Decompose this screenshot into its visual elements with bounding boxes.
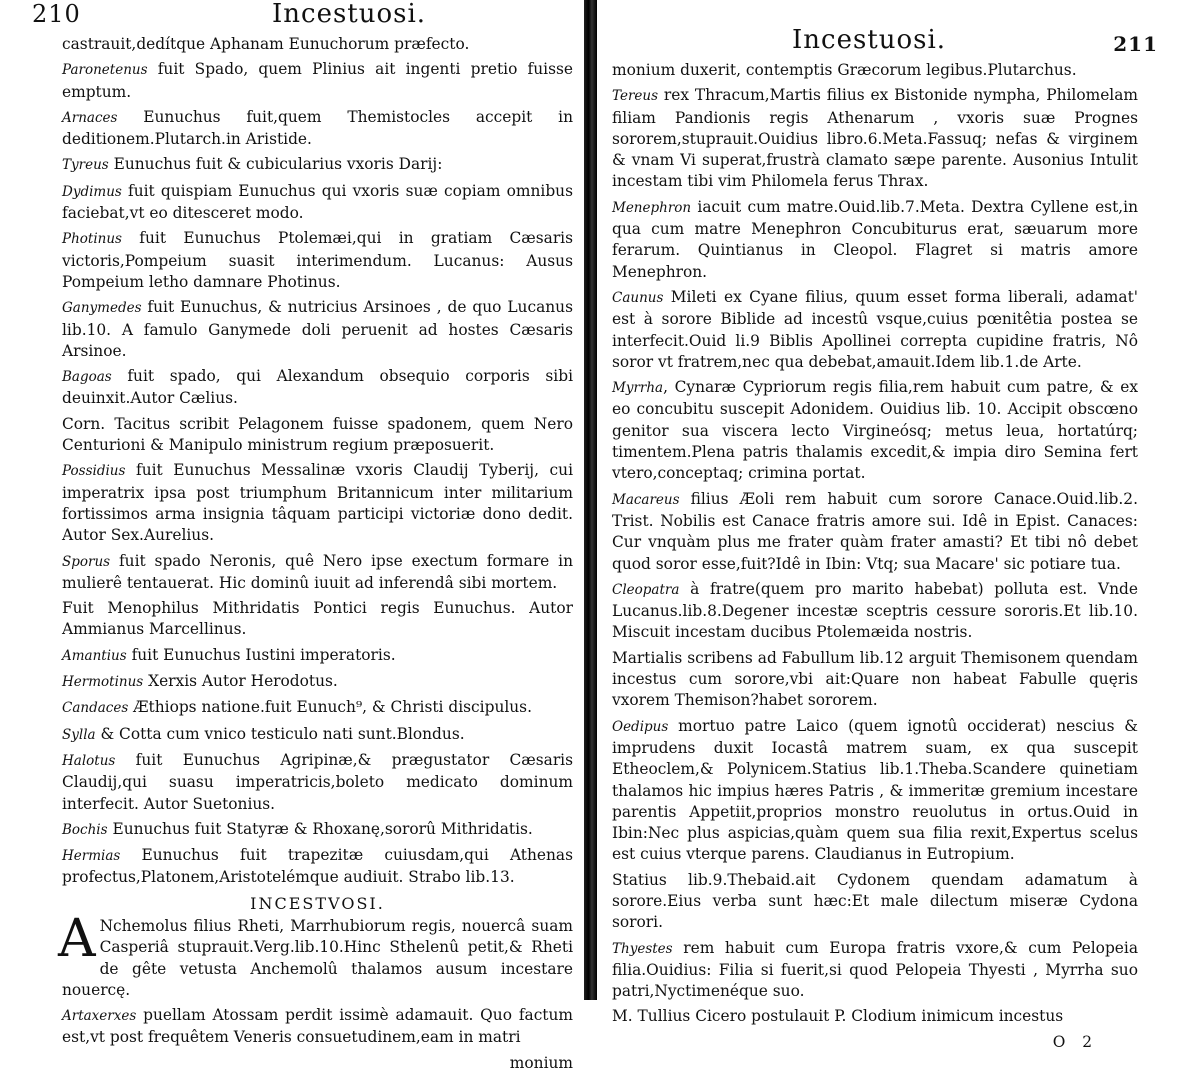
entry — [612, 1006, 1138, 1027]
entry-text: Eunuchus fuit Statyræ & Rhoxanę,sororû Mithridatis. — [107, 819, 533, 838]
entry — [62, 154, 573, 176]
entry — [612, 938, 1138, 1003]
catchword: monium — [509, 1053, 573, 1072]
entry-name: Hermias — [62, 848, 121, 865]
last-entry — [62, 1005, 573, 1049]
entry — [612, 648, 1138, 712]
entry — [62, 697, 573, 719]
book-gutter — [584, 0, 597, 1000]
entry-name: Sporus — [62, 553, 111, 570]
entry-name: Artaxerxes — [62, 1008, 137, 1025]
left-running-title: Incestuosi. — [272, 0, 427, 29]
entry-name: Paronetenus — [62, 62, 148, 79]
entry-name: Photinus — [62, 231, 122, 248]
left-running-head — [32, 0, 573, 34]
entry-text: rem habuit cum Europa fratris vxore,& cum Pelopeia filia.Ouidius: Filia si fuerit,si quod Pelopeia Thyesti , Myrrha suo patri,Nyctimenéque suo. — [612, 938, 1138, 1001]
entry-text: fuit Eunuchus Messalinæ vxoris Claudij Tyberij, cui imperatrix ipsa post triumphum Britannicum inter militarium fortissimos arma insignia tâquam participi victoriæ dono dedit. Autor Sex.Aurelius. — [62, 461, 573, 545]
entry-text: Æthiops natione.fuit Eunuch⁹, & Christi discipulus. — [128, 698, 532, 717]
entry — [612, 489, 1138, 575]
entry — [612, 85, 1138, 192]
signature-mark: O 2 — [1052, 1032, 1098, 1051]
entry — [62, 107, 573, 151]
entry-name: Bochis — [62, 821, 108, 838]
entry — [612, 60, 1138, 81]
entry — [612, 287, 1138, 373]
entry-text: M. Tullius Cicero postulauit P. Clodium inimicum incestus — [612, 1007, 1064, 1026]
entry-text: , Cynaræ Cypriorum regis filia,rem habuit cum patre, & ex eo concubitu suscepit Adonidem. Ouidius lib. 10. Accipit obscœno genitor sua viscera lecto Virgineósq; metus leua, hortatúrq; timentem.Plena patris thalamis excedit,& impia diro Semina fert vtero,conceptaq; crimina portat. — [612, 378, 1138, 483]
entry — [62, 59, 573, 103]
entry-text: fuit spado Neronis, quê Nero ipse exectum formare in mulierê tentauerat. Hic dominû iuuit ad inferendâ sibi mortem. — [62, 551, 573, 592]
entry — [62, 598, 573, 641]
entry-text: Statius lib.9.Thebaid.ait Cydonem quendam adamatum à sorore.Eius verba sunt hæc:Et male dilectum miseræ Cydona sorori. — [612, 870, 1138, 932]
right-running-head — [612, 0, 1158, 60]
entry — [612, 716, 1138, 866]
entry — [62, 181, 573, 225]
left-page — [0, 0, 583, 1072]
entry-text: Eunuchus fuit & cubicularius vxoris Darij: — [108, 155, 443, 174]
entry-name: Hermotinus — [62, 674, 144, 691]
entry-name: Sylla — [62, 726, 96, 743]
entry-text: fuit Eunuchus Agripinæ,& prægustator Cæsaris Claudij,qui suasu imperatricis,boleto medicato dominum interfecit. Autor Suetonius. — [62, 750, 573, 813]
entry — [62, 297, 573, 362]
entry-text: & Cotta cum vnico testiculo nati sunt.Blondus. — [95, 724, 465, 743]
entry-text: Eunuchus fuit,quem Themistocles accepit in deditionem.Plutarch.in Aristide. — [62, 107, 573, 149]
entry-name: Tereus — [612, 88, 659, 105]
entry — [62, 819, 573, 841]
entry-name: Macareus — [612, 491, 680, 508]
entry — [612, 579, 1138, 644]
entry-text: fuit Spado, quem Plinius ait ingenti pretio fuisse emptum. — [62, 60, 573, 101]
entry — [62, 845, 573, 889]
entry-text: Corn. Tacitus scribit Pelagonem fuisse spadonem, quem Nero Centurioni & Manipulo ministrum regium præposuerit. — [62, 414, 573, 455]
dropcap-entry — [58, 908, 573, 1001]
entry-text: rex Thracum,Martis filius ex Bistonide nympha, Philomelam filiam Pandionis regis Athenarum , vxoris suæ Prognes sororem,stuprauit.Ouidius libro.6.Meta.Fassuq; nefas & virginem & vnam Vi superat,frustrà clamato sæpe parente. Ausonius Intulit incestam tibi vim Philomela ferus Thrax. — [612, 86, 1138, 191]
entry-text: monium duxerit, contemptis Græcorum legibus.Plutarchus. — [612, 61, 1077, 79]
entry — [62, 228, 573, 293]
entry — [62, 414, 573, 457]
dropcap-letter: A — [58, 908, 96, 969]
entry-text: Martialis scribens ad Fabullum lib.12 arguit Themisonem quendam incestus cum sorore,vbi ait:Quare non habeat Fabulle quęris vxorem Themison?habet sororem. — [612, 648, 1138, 710]
left-entries — [62, 34, 573, 889]
left-page-number: 210 — [32, 0, 81, 28]
entry-name: Dydimus — [62, 183, 122, 200]
entry-text: fuit Eunuchus, & nutricius Arsinoes , de quo Lucanus lib.10. A famulo Ganymede doli peruenit ad hostes Cæsaris Arsinoe. — [62, 298, 573, 360]
entry-text: filius Æoli rem habuit cum sorore Canace.Ouid.lib.2. Trist. Nobilis est Canace fratris amore sui. Idê in Epist. Canaces: Cur vnquàm plus me frater quàm frater amasti? Et tibi nô debet quod soror esse,fuit?Idê in Ibin: Vtq; sua Macare' sic potiare tua. — [612, 489, 1138, 573]
entry-name: Caunus — [612, 289, 664, 306]
entry-text: fuit spado, qui Alexandum obsequio corporis sibi deuinxit.Autor Cælius. — [62, 367, 573, 408]
entry-text: fuit quispiam Eunuchus qui vxoris suæ copiam omnibus faciebat,vt eo ditesceret modo. — [62, 181, 573, 223]
entry-text: à fratre(quem pro marito habebat) polluta est. Vnde Lucanus.lib.8.Degener incestæ sceptris cessure sororis.Et lib.10. Miscuit incestam ducibus Ptolemæida nostris. — [612, 579, 1138, 642]
entry — [62, 34, 573, 55]
entry-name: Oedipus — [612, 718, 669, 735]
entry-name: Cleopatra — [612, 581, 680, 598]
entry-name: Bagoas — [62, 369, 112, 386]
entry-text: fuit Eunuchus Iustini imperatoris. — [126, 645, 396, 664]
entry-text: mortuo patre Laico (quem ignotû occiderat) nescius & imprudens duxit Iocastâ matrem suam, ex qua suscepit Etheoclem,& Polynicem.Statius lib.1.Theba.Scandere quinetiam thalamos hic impius hæres Patris , & immeritæ gremium incestare parentis Appetiit,proprios monstro reuolutus in ortus.Ouid in Ibin:Nec plus aspicias,quàm quem sua filia rexit,Expertus scelus est cuius vterque parens. Claudianus in Eutropium. — [612, 716, 1138, 864]
entry — [62, 645, 573, 667]
entry — [62, 551, 573, 595]
dropcap-text: Nchemolus filius Rheti, Marrhubiorum regis, nouercâ suam Casperiâ stuprauit.Verg.lib.10.Hinc Sthelenû petit,& Rheti de gête vetusta Anchemolû thalamos ausum incestare nouercę. — [62, 916, 573, 999]
entry — [62, 671, 573, 693]
entry — [62, 366, 573, 410]
entry-name: Thyestes — [612, 940, 673, 957]
entry-text: iacuit cum matre.Ouid.lib.7.Meta. Dextra Cyllene est,in qua cum matre Menephron Concubiturus erat, sæuarum more ferarum. Quintianus in Cleopol. Flagret si matris amore Menephron. — [612, 197, 1138, 281]
entry-text: Xerxis Autor Herodotus. — [143, 672, 338, 691]
section-heading: INCESTVOSI. — [250, 893, 385, 913]
entry-text: fuit Eunuchus Ptolemæi,qui in gratiam Cæsaris victoris,Pompeium suasit interimendum. Lucanus: Ausus Pompeium letho damnare Photinus. — [62, 229, 573, 291]
entry-name: Amantius — [62, 647, 127, 664]
entry-name: Halotus — [62, 752, 116, 769]
right-page — [598, 0, 1196, 1051]
entry-name: Arnaces — [62, 109, 118, 126]
entry — [62, 750, 573, 815]
entry-name: Tyreus — [62, 157, 109, 174]
entry-name: Candaces — [62, 700, 129, 717]
entry — [62, 724, 573, 746]
right-page-number: 211 — [1113, 32, 1158, 56]
entry-text: Eunuchus fuit trapezitæ cuiusdam,qui Athenas profectus,Platonem,Aristotelémque audiuit. Strabo lib.13. — [62, 846, 573, 887]
right-entries — [612, 60, 1138, 1028]
entry-name: Possidius — [62, 463, 126, 480]
entry-text: Fuit Menophilus Mithridatis Pontici regis Eunuchus. Autor Ammianus Marcellinus. — [62, 599, 573, 639]
entry-name: Ganymedes — [62, 300, 142, 317]
entry — [612, 197, 1138, 283]
entry-text: puellam Atossam perdit issimè adamauit. Quo factum est,vt post frequêtem Veneris consuetudinem,eam in matri — [62, 1006, 573, 1047]
entry-name: Menephron — [612, 199, 692, 216]
right-running-title: Incestuosi. — [792, 25, 947, 55]
entry — [612, 377, 1138, 484]
entry-text: castrauit,dedítque Aphanam Eunuchorum præfecto. — [62, 35, 470, 53]
entry-text: Mileti ex Cyane filius, quum esset forma liberali, adamat' est à sorore Biblide ad incestû vsque,cuius pœnitêtia postea se interfecit.Ouid li.9 Biblis Apollinei correpta cupidine fratris, Nô soror vt fratrem,nec qua debebat,amauit.Idem lib.1.de Arte. — [612, 287, 1138, 371]
entry — [612, 870, 1138, 934]
entry-name: Myrrha — [612, 380, 664, 397]
entry — [62, 460, 573, 546]
